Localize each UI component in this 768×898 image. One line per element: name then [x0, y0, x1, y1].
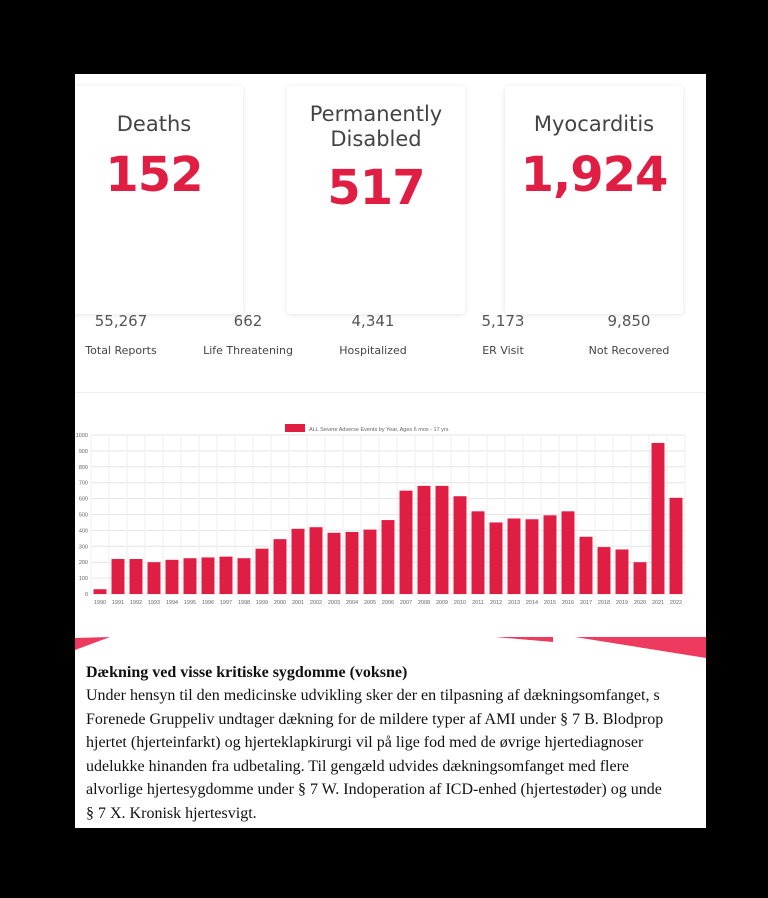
bar-2012: [490, 522, 503, 594]
stats-row: [75, 312, 706, 374]
y-tick-label: 300: [78, 544, 88, 551]
legend-swatch: [285, 424, 305, 432]
myocarditis-label: Myocarditis: [533, 112, 655, 136]
section-divider: [75, 392, 706, 393]
bar-1999: [256, 549, 269, 594]
bar-2022: [670, 498, 683, 594]
x-tick-label: 2000: [273, 600, 287, 606]
bar-1997: [220, 557, 233, 594]
x-tick-label: 1998: [237, 600, 251, 606]
y-tick-label: 600: [78, 496, 88, 503]
bar-2000: [274, 539, 287, 594]
y-tick-label: 700: [78, 480, 88, 487]
x-tick-label: 2016: [561, 600, 575, 606]
deaths-label: Deaths: [116, 112, 192, 136]
x-tick-label: 2017: [579, 600, 593, 606]
x-tick-label: 2008: [417, 600, 431, 606]
bar-2014: [526, 519, 539, 594]
x-tick-label: 1990: [93, 600, 107, 606]
policy-document-excerpt: [86, 662, 706, 825]
x-tick-label: 1997: [219, 600, 233, 606]
x-tick-label: 2013: [507, 600, 521, 606]
chart-legend: [285, 424, 449, 433]
bar-2015: [544, 515, 557, 594]
bar-1998: [238, 558, 251, 594]
x-tick-label: 1995: [183, 600, 197, 606]
bar-2011: [472, 511, 485, 594]
x-tick-label: 2011: [472, 600, 484, 606]
bar-2003: [328, 533, 341, 594]
bar-2019: [616, 549, 629, 594]
bar-1992: [130, 559, 143, 594]
y-tick-label: 100: [78, 576, 88, 583]
bar-2005: [364, 530, 377, 594]
x-tick-label: 2003: [327, 600, 341, 606]
stat-total-reports: [75, 312, 176, 357]
x-tick-label: 2004: [345, 600, 359, 606]
bar-1993: [148, 562, 161, 594]
bar-2002: [310, 527, 323, 594]
bar-2007: [400, 491, 413, 594]
screenshot-panel: [75, 74, 706, 828]
bar-2018: [598, 547, 611, 594]
severe-events-bar-chart: [75, 419, 706, 609]
y-tick-label: 500: [78, 512, 88, 519]
stat-label: Life Threatening: [203, 344, 293, 357]
x-tick-label: 1992: [129, 600, 143, 606]
stat-value: 4,341: [351, 312, 395, 330]
x-tick-label: 2005: [363, 600, 377, 606]
stat-value: 662: [233, 312, 263, 330]
bar-2009: [436, 486, 449, 594]
x-tick-label: 1991: [111, 600, 125, 606]
deaths-card: [75, 86, 243, 314]
myocarditis-card: [505, 86, 683, 314]
document-heading: Dækning ved visse kritiske sygdomme (voksne): [86, 664, 408, 681]
stat-value: 9,850: [607, 312, 651, 330]
deaths-value: 152: [105, 147, 203, 203]
bar-1994: [166, 560, 179, 594]
document-line: § 7 X. Kronisk hjertesvigt.: [86, 804, 257, 822]
x-tick-label: 1999: [255, 600, 269, 606]
document-line: hjertet (hjerteinfarkt) og hjerteklapkirurgi vil på lige fod med de øvrige hjertediagnoser: [86, 734, 644, 751]
y-tick-label: 200: [78, 560, 88, 567]
document-line: Forenede Gruppeliv undtager dækning for de mildere typer af AMI under § 7 B. Blodprop: [86, 710, 664, 728]
bar-2013: [508, 518, 521, 594]
y-tick-label: 900: [78, 448, 88, 455]
disabled-value: 517: [327, 160, 425, 216]
x-tick-label: 1996: [201, 600, 215, 606]
x-tick-label: 2020: [633, 600, 647, 606]
x-tick-label: 2001: [291, 600, 305, 606]
disabled-label: Permanently Disabled: [309, 102, 443, 151]
bar-2016: [562, 511, 575, 594]
x-tick-label: 2002: [309, 600, 323, 606]
bar-2021: [652, 443, 665, 594]
bar-1991: [112, 559, 125, 594]
x-tick-label: 2010: [453, 600, 467, 606]
x-tick-label: 1994: [165, 600, 179, 606]
pink-decorative-stripe: [75, 634, 706, 664]
stat-hospitalized: [318, 312, 428, 357]
disabled-card: [287, 86, 465, 314]
x-tick-label: 2019: [615, 600, 629, 606]
bar-2001: [292, 529, 305, 594]
y-tick-label: 0: [84, 592, 88, 598]
bar-2008: [418, 486, 431, 594]
x-tick-label: 2009: [435, 600, 449, 606]
stat-not-recovered: [574, 312, 684, 357]
bar-1996: [202, 557, 215, 594]
y-tick-label: 800: [78, 464, 88, 471]
bar-1990: [94, 589, 107, 594]
bar-2010: [454, 496, 467, 594]
legend-label: ALL Severe Adverse Events by Year, Ages 6 mos - 17 yrs: [309, 427, 449, 433]
document-line: udelukke hinanden fra udbetaling. Til gengæld udvides dækningsomfanget med flere: [86, 757, 630, 775]
x-tick-label: 2022: [669, 600, 683, 606]
x-tick-label: 2021: [651, 600, 665, 606]
bar-2017: [580, 537, 593, 594]
bar-2020: [634, 562, 647, 594]
bar-1995: [184, 558, 197, 594]
stat-value: 5,173: [481, 312, 525, 330]
x-tick-label: 2012: [489, 600, 503, 606]
myocarditis-value: 1,924: [520, 147, 668, 203]
x-tick-label: 1993: [147, 600, 161, 606]
y-tick-label: 1000: [75, 433, 88, 439]
stat-label: ER Visit: [482, 344, 524, 357]
stat-label: Hospitalized: [339, 344, 407, 357]
x-tick-label: 2015: [543, 600, 557, 606]
y-tick-label: 400: [78, 528, 88, 535]
x-tick-label: 2006: [381, 600, 395, 606]
x-tick-label: 2007: [399, 600, 413, 606]
stat-label: Total Reports: [85, 344, 157, 357]
x-tick-label: 2018: [597, 600, 611, 606]
document-line: alvorlige hjertesygdomme under § 7 W. Indoperation af ICD-enhed (hjertestøder) og unde: [86, 781, 662, 798]
stat-label: Not Recovered: [588, 344, 670, 357]
stat-er-visit: [448, 312, 558, 357]
bar-2006: [382, 520, 395, 594]
stat-value: 55,267: [94, 312, 148, 330]
document-line: Under hensyn til den medicinske udvikling sker der en tilpasning af dækningsomfanget, s: [86, 687, 660, 704]
stat-life-threatening: [193, 312, 303, 357]
x-tick-label: 2014: [525, 600, 539, 606]
bar-2004: [346, 532, 359, 594]
